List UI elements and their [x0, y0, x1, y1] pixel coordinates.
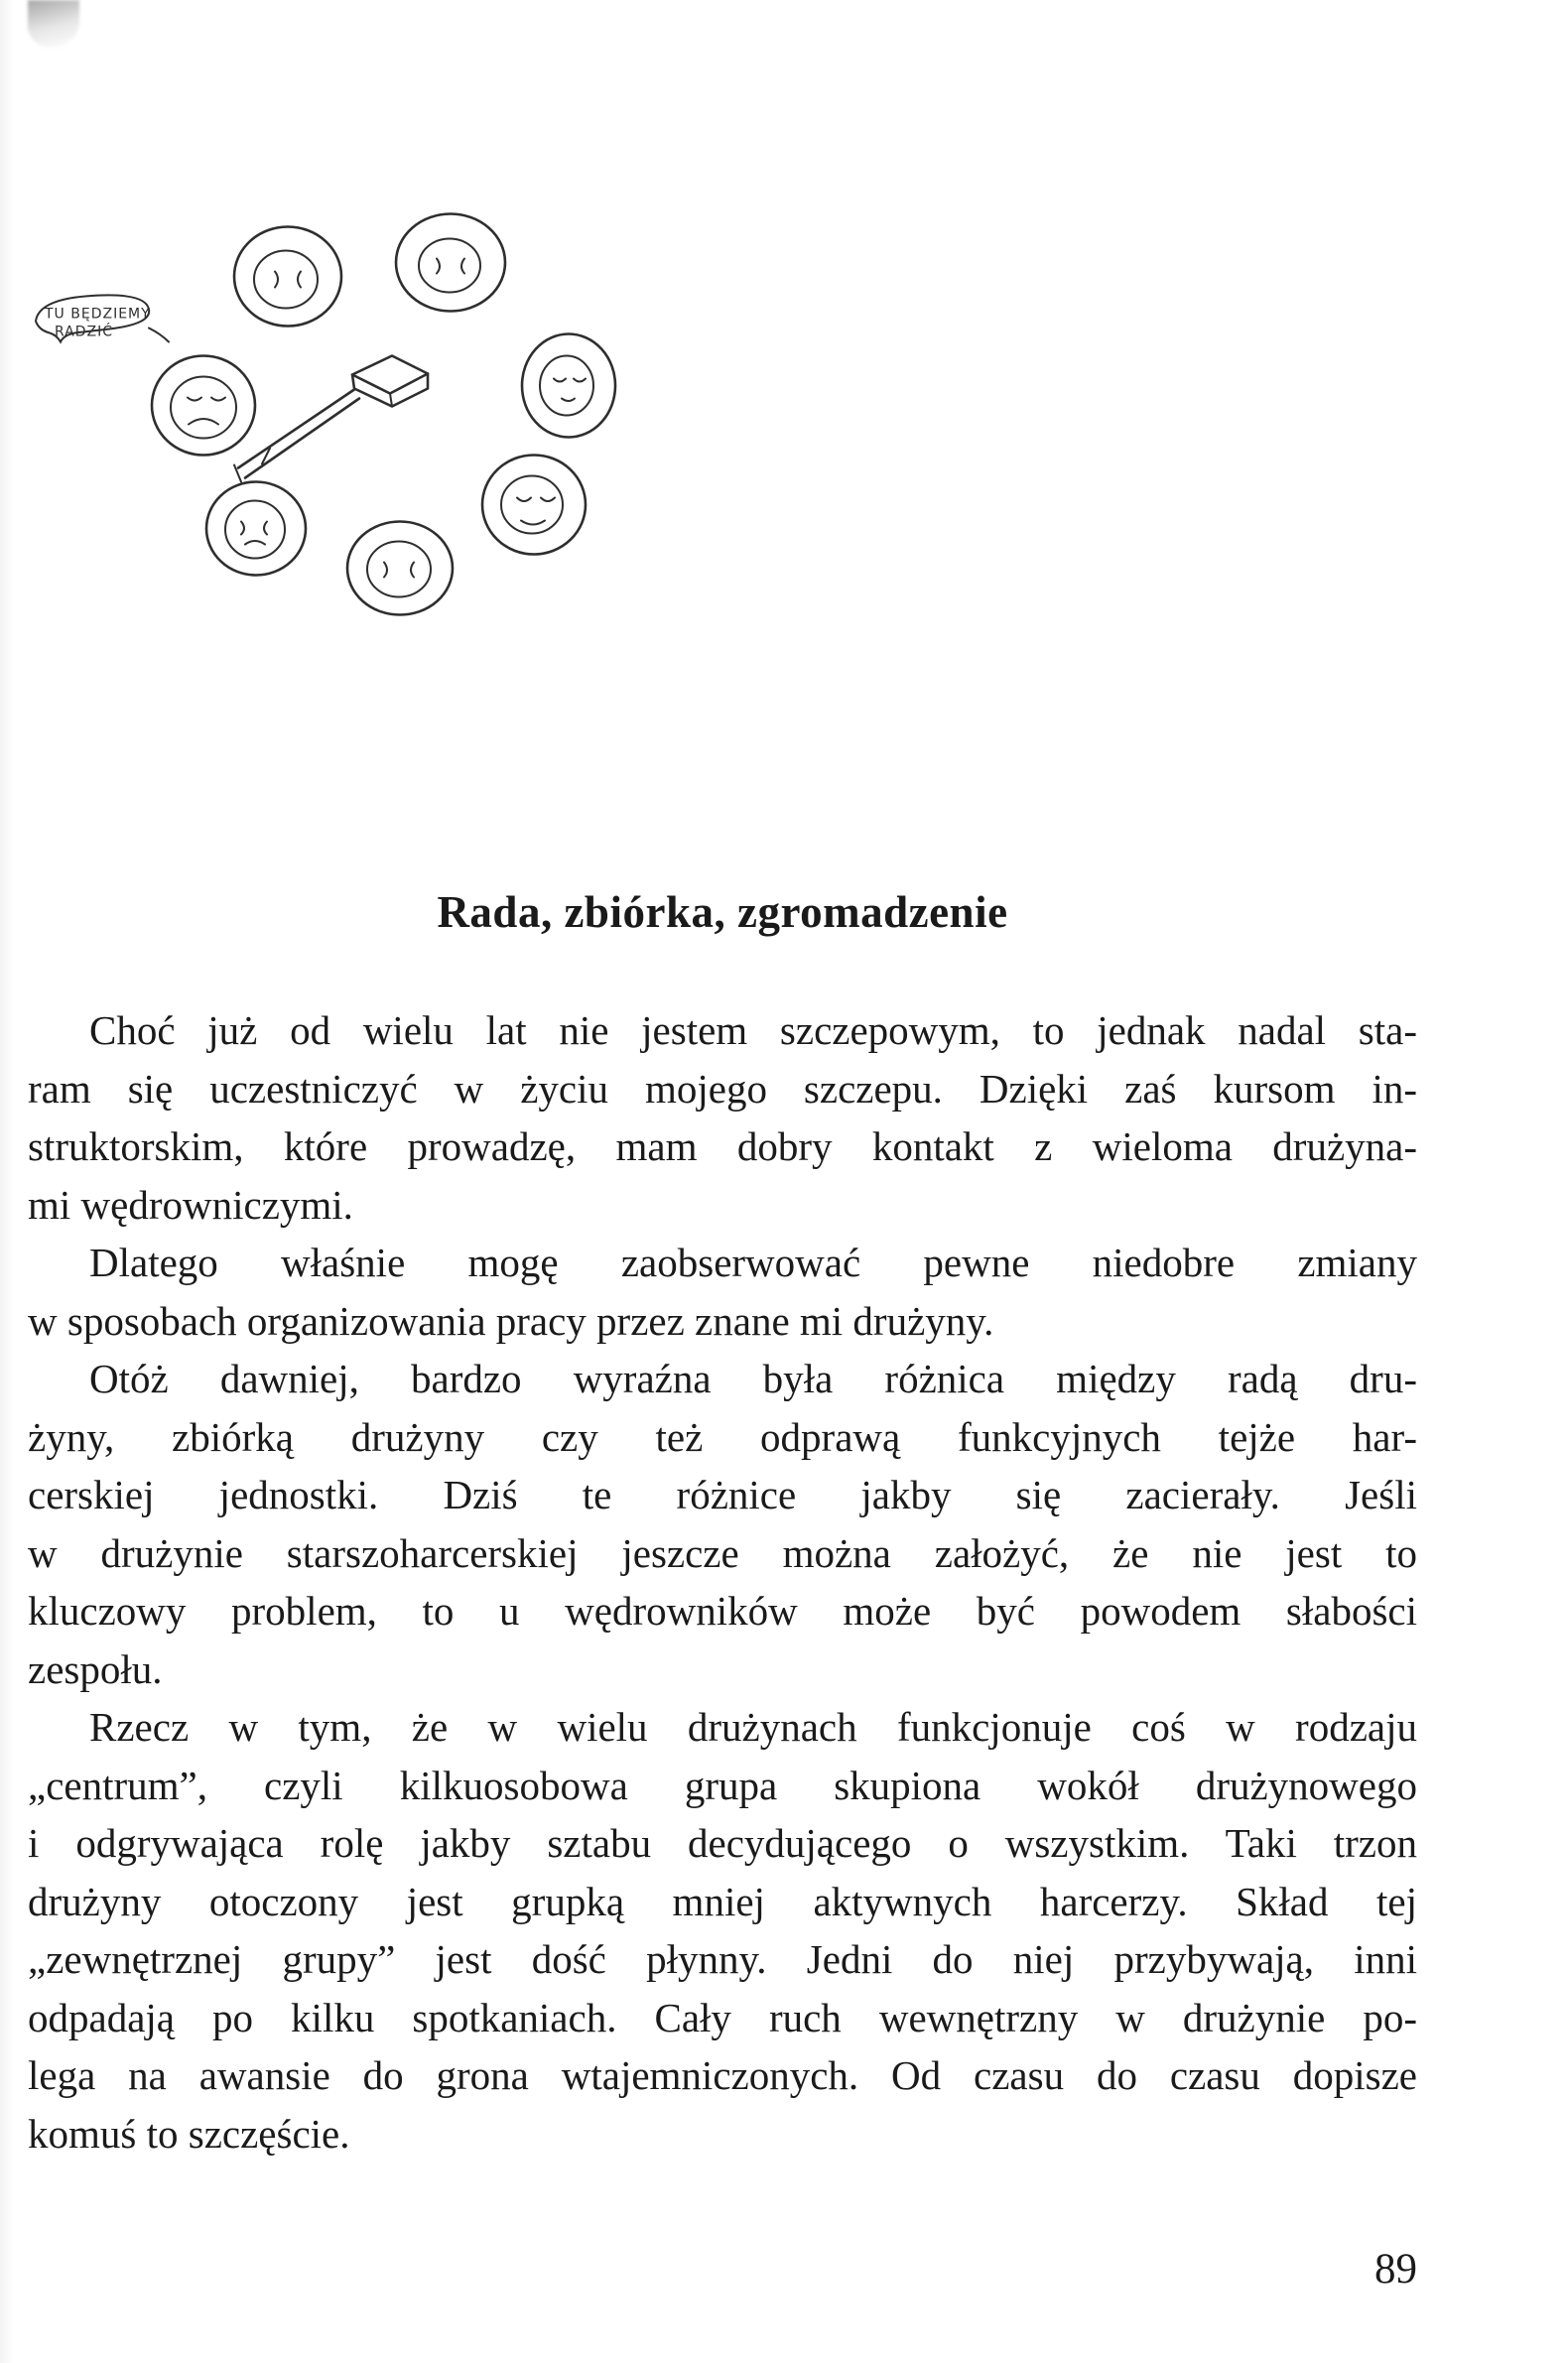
text-line: struktorskim, które prowadzę, mam dobry kontakt z wieloma drużyna- [28, 1123, 1417, 1169]
text-line: w drużynie starszoharcerskiej jeszcze można założyć, że nie jest to [28, 1529, 1417, 1576]
text-line: zespołu. [28, 1645, 163, 1692]
text-line: odpadają po kilku spotkaniach. Cały ruch wewnętrzny w drużynie po- [28, 1994, 1417, 2040]
paragraph [28, 1234, 1417, 1350]
scan-artifact [28, 0, 79, 48]
head-drawing [206, 482, 306, 576]
text-line: komuś to szczęście. [28, 2110, 350, 2157]
text-line: cerskiej jednostki. Dziś te różnice jakby się zacierały. Jeśli [28, 1472, 1417, 1517]
text-line: Choć już od wielu lat nie jestem szczepowym, to jednak nadal sta- [89, 1007, 1417, 1053]
text-line: ram się uczestniczyć w życiu mojego szczepu. Dzięki zaś kursom in- [28, 1065, 1417, 1112]
head-drawing [482, 456, 586, 555]
article-body [28, 1001, 1417, 2163]
box-on-stick-drawing [234, 356, 428, 482]
text-line: Otóż dawniej, bardzo wyraźna była różnica między radą dru- [89, 1356, 1417, 1401]
paragraph [28, 1001, 1417, 1234]
council-circle-drawing [22, 177, 667, 648]
speech-bubble-text-line2: RADZIĆ [55, 324, 114, 340]
scan-edge-shading [0, 0, 14, 2363]
speech-bubble [36, 295, 169, 341]
paragraph [28, 1698, 1417, 2163]
article [28, 886, 1417, 2163]
text-line: i odgrywająca rolę jakby sztabu decydującego o wszystkim. Taki trzon [28, 1820, 1417, 1866]
text-line: żyny, zbiórką drużyny czy też odprawą funkcyjnych tejże har- [28, 1413, 1417, 1460]
text-line: „centrum”, czyli kilkuosobowa grupa skupiona wokół drużynowego [28, 1762, 1417, 1808]
head-drawing [396, 214, 505, 312]
text-line: drużyny otoczony jest grupką mniej aktywnych harcerzy. Skład tej [28, 1878, 1417, 1924]
page-number: 89 [1374, 2246, 1417, 2293]
head-drawing [522, 334, 615, 438]
head-drawing [152, 356, 255, 456]
page-title: Rada, zbiórka, zgromadzenie [437, 887, 1008, 937]
head-drawing [347, 522, 453, 615]
text-line: w sposobach organizowania pracy przez znane mi drużyny. [28, 1297, 994, 1344]
text-line: lega na awansie do grona wtajemniczonych. Od czasu do czasu dopisze [28, 2052, 1417, 2098]
council-circle-illustration [22, 177, 667, 648]
text-line: „zewnętrznej grupy” jest dość płynny. Jedni do niej przybywają, inni [28, 1936, 1417, 1982]
speech-bubble-text-line1: TU BĘDZIEMY [45, 306, 151, 323]
text-line: mi wędrowniczymi. [28, 1181, 353, 1228]
head-drawing [234, 227, 341, 327]
text-line: kluczowy problem, to u wędrowników może być powodem słabości [28, 1588, 1417, 1634]
text-line: Dlatego właśnie mogę zaobserwować pewne niedobre zmiany [89, 1240, 1417, 1285]
text-line: Rzecz w tym, że w wielu drużynach funkcjonuje coś w rodzaju [89, 1704, 1417, 1750]
paragraph [28, 1350, 1417, 1698]
